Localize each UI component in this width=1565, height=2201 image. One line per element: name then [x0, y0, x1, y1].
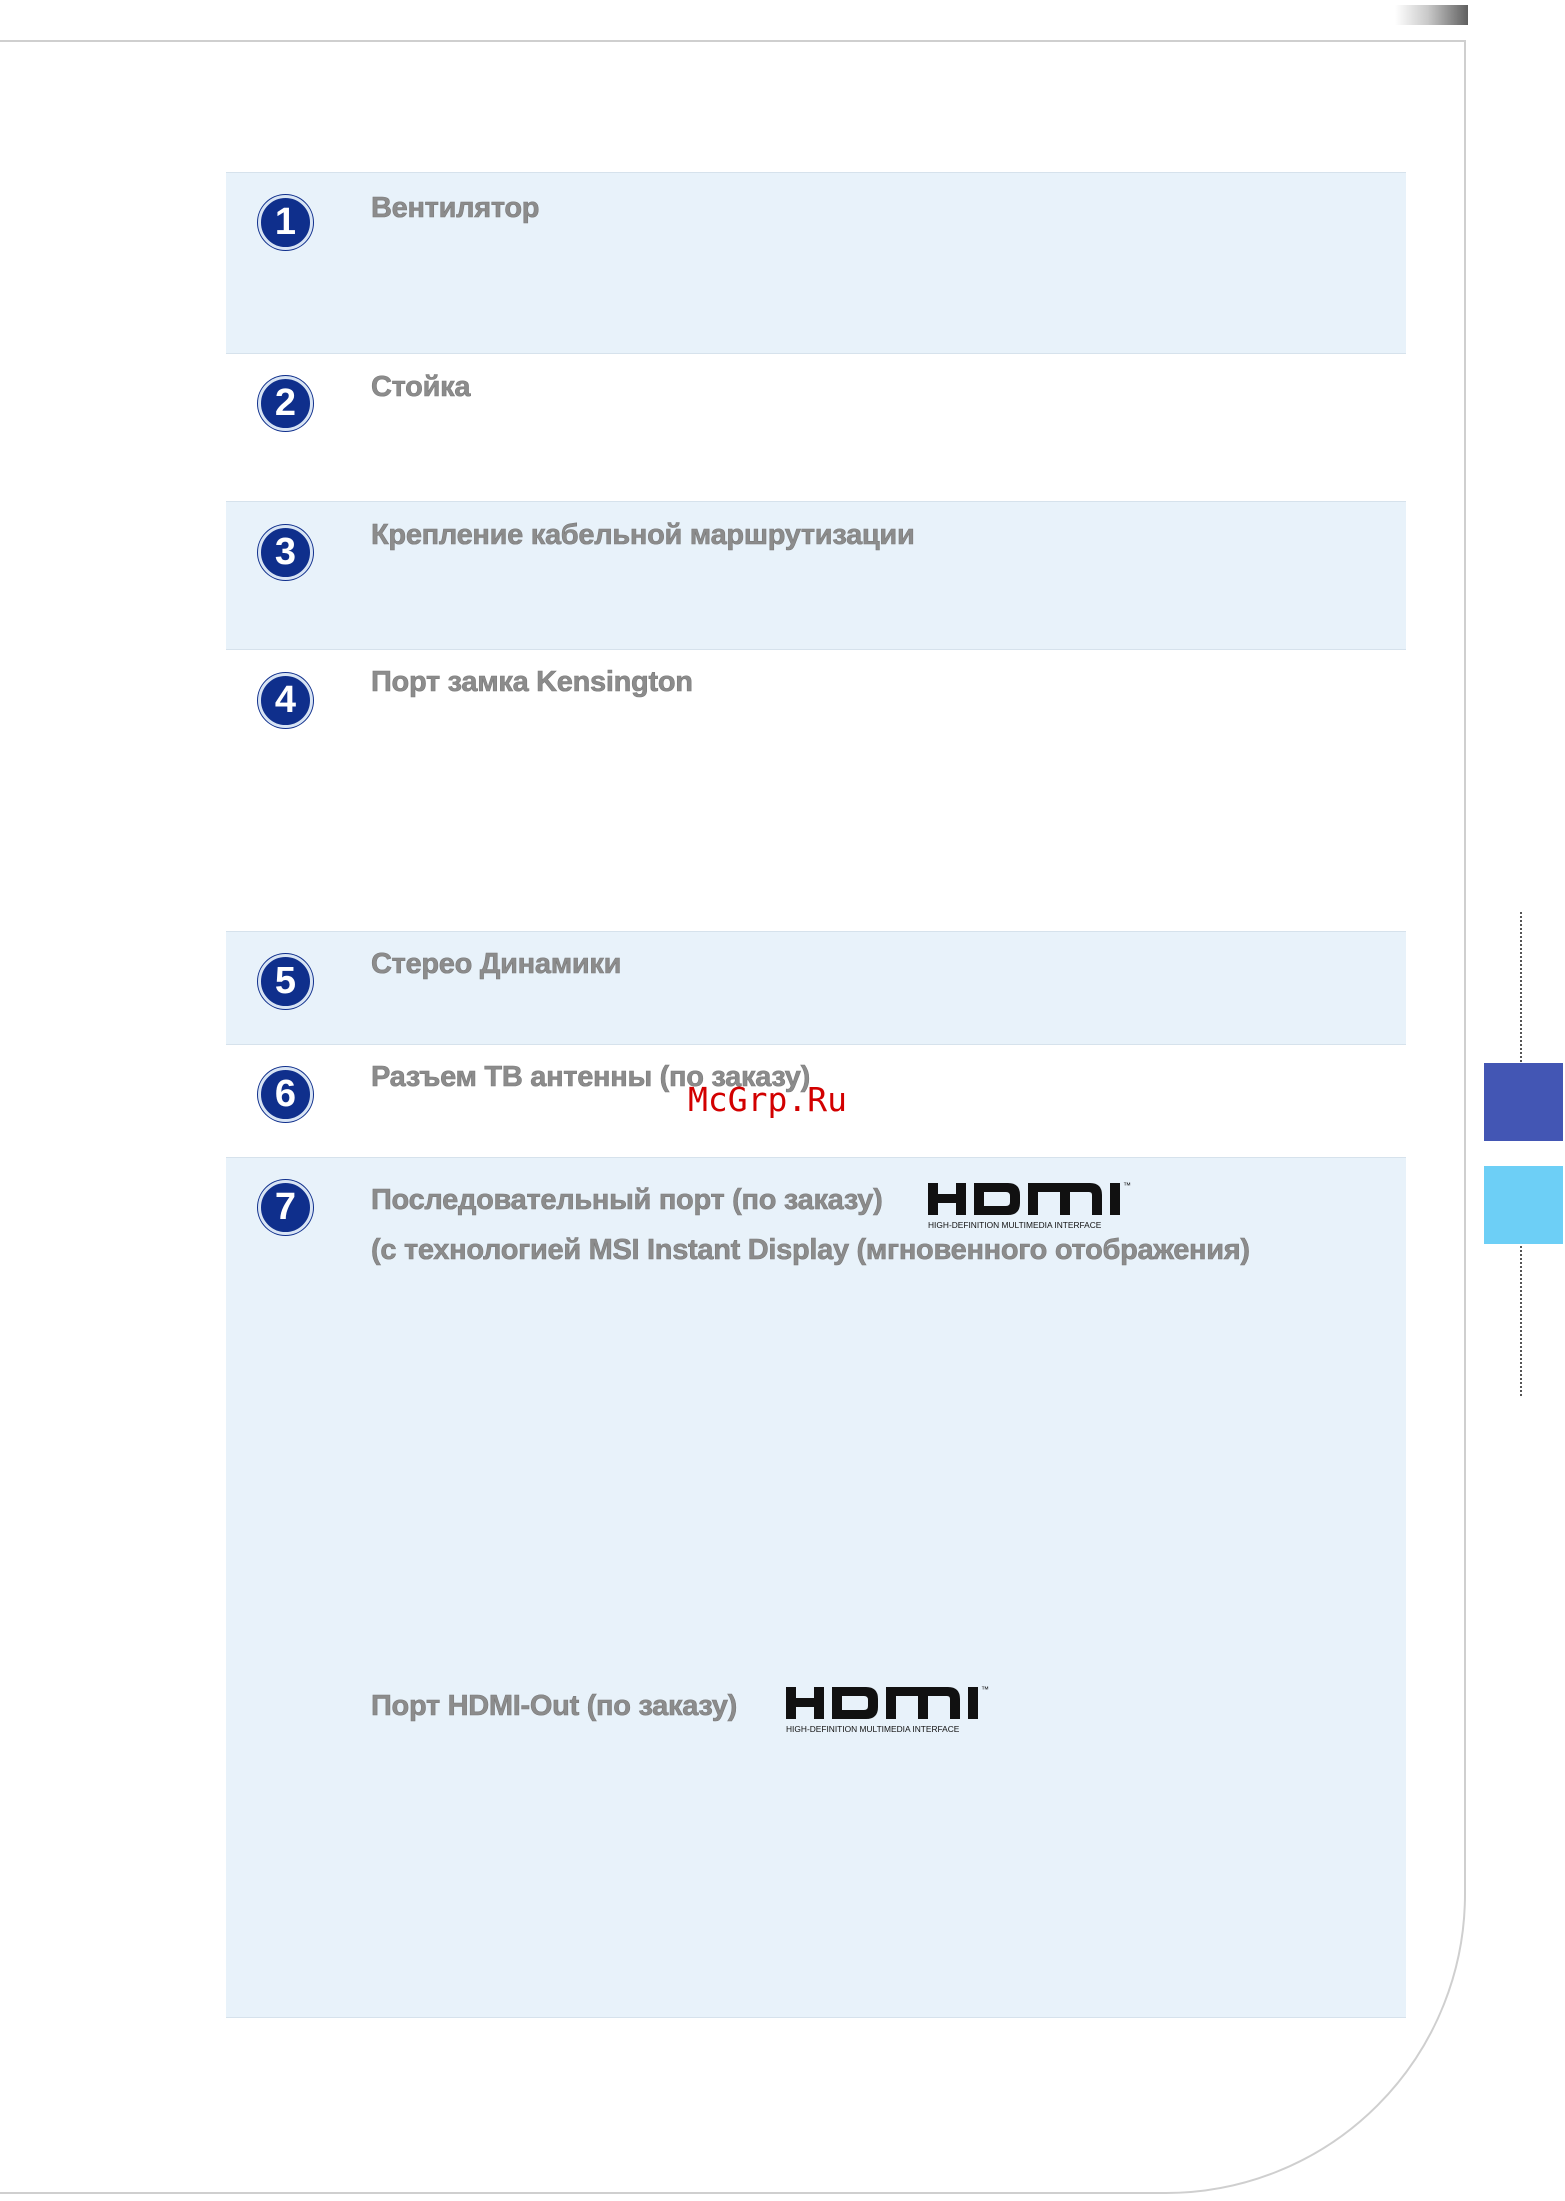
hdmi-tagline: HIGH-DEFINITION MULTIMEDIA INTERFACE — [928, 1220, 1102, 1230]
list-item-hdmi-ports — [226, 1157, 1406, 2018]
item-title: Разъем ТВ антенны (по заказу) — [371, 1061, 810, 1093]
item-title: Крепление кабельной маршрутизации — [371, 519, 915, 551]
number-badge: 5 — [258, 954, 313, 1009]
number-badge: 2 — [258, 376, 313, 431]
hdmi-trademark: ™ — [981, 1685, 989, 1694]
hdmi-logo-icon — [924, 1178, 1154, 1234]
corner-tab-decoration — [1395, 5, 1468, 25]
list-item-fan — [226, 172, 1406, 353]
hdmi-trademark: ™ — [1123, 1181, 1131, 1190]
number-badge: 7 — [258, 1180, 313, 1235]
number-badge: 4 — [258, 673, 313, 728]
number-badge: 3 — [258, 525, 313, 580]
list-item-stereo-speakers — [226, 931, 1406, 1044]
item-title: Порт замка Kensington — [371, 666, 693, 698]
item-title: Последовательный порт (по заказу) — [371, 1184, 883, 1216]
item-secondary-title: Порт HDMI-Out (по заказу) — [371, 1690, 737, 1722]
number-badge: 6 — [258, 1067, 313, 1122]
hdmi-logo-icon — [782, 1682, 1012, 1738]
side-dotted-line-top — [1520, 912, 1522, 1062]
side-dotted-line-bottom — [1520, 1246, 1522, 1396]
side-tab-dark — [1484, 1063, 1563, 1141]
list-item-stand — [226, 353, 1406, 501]
item-subtitle: (с технологией MSI Instant Display (мгновенного отображения) — [371, 1234, 1250, 1266]
item-title: Стерео Динамики — [371, 948, 622, 980]
number-badge: 1 — [258, 195, 313, 250]
side-tab-light — [1484, 1166, 1563, 1244]
watermark-text: McGrp.Ru — [688, 1080, 847, 1119]
item-title: Стойка — [371, 371, 471, 403]
hdmi-tagline: HIGH-DEFINITION MULTIMEDIA INTERFACE — [786, 1724, 960, 1734]
item-title: Вентилятор — [371, 192, 540, 224]
list-item-kensington-port — [226, 649, 1406, 931]
list-item-cable-routing — [226, 501, 1406, 649]
